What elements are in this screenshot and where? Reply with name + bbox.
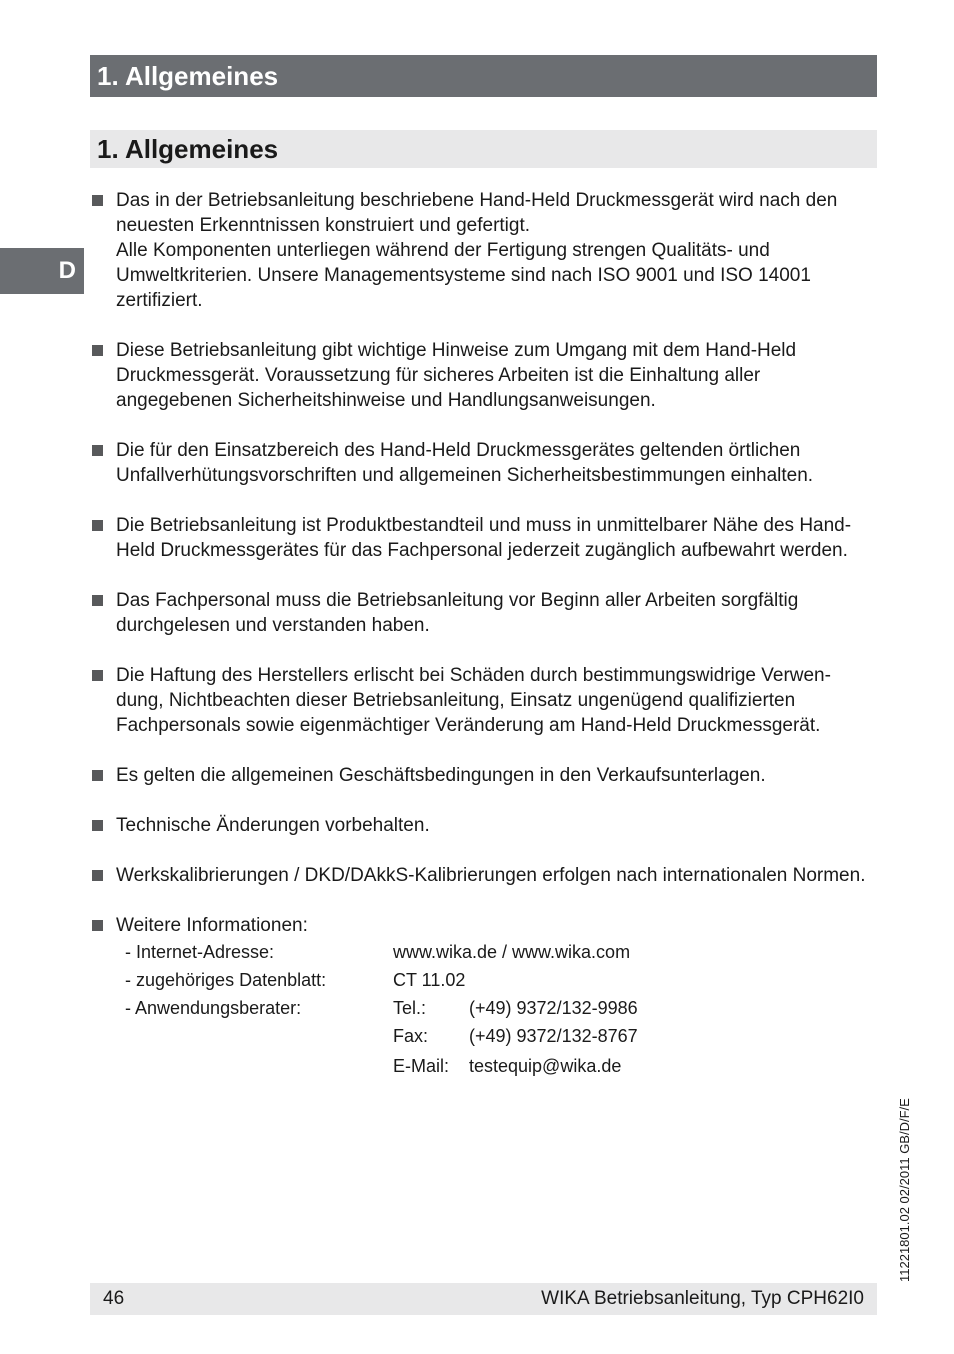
info-row-internet [90,938,880,966]
email-link[interactable]: testequip@wika.de [469,1056,622,1076]
bullet-text: Es gelten die allgemeinen Geschäftsbedingungen in den Verkaufsunterlagen. [116,765,766,786]
info-row-email [90,1052,880,1080]
bullet-text: Weitere Informationen: [116,915,308,936]
bullet-square-icon [92,820,103,831]
info-row-datasheet [90,966,880,994]
list-item [90,438,880,488]
chapter-header [90,55,877,97]
info-label: - Anwendungsberater: [125,998,302,1018]
info-value: CT 11.02 [393,970,466,990]
list-item [90,188,880,313]
bullet-text: Technische Änderungen vorbehalten. [116,815,430,836]
language-tab [0,248,84,294]
info-sublabel: Fax: [393,1026,429,1046]
list-item [90,663,880,738]
list-item [90,338,880,413]
info-label: - Internet-Adresse: [125,942,275,962]
bullet-square-icon [92,445,103,456]
bullet-text: Das in der Betriebsanleitung beschriebene Hand-Held Druckmessgerät wird nach den neuesten Erkenntnissen konstruiert und gefertigt. Alle Komponenten unterliegen während der Fertigung strengen Qualitäts- und Umweltkriterien. Unsere Managementsysteme sind nach ISO 9001 und ISO 14001 zertifiziert. [116,190,838,311]
language-tab-label: D [58,257,76,284]
bullet-square-icon [92,195,103,206]
list-item [90,813,880,838]
bullet-list [90,188,880,1080]
bullet-text: Die Betriebsanleitung ist Produktbestandteil und muss in unmittelbarer Nähe des Hand-Held Druckmessgerätes für das Fachpersonal jederzeit zugänglich aufbewahrt werden. [116,515,852,561]
info-sublabel: E-Mail: [393,1056,450,1076]
list-item [90,863,880,888]
page-number: 46 [103,1288,125,1309]
list-item [90,913,880,938]
chapter-title: 1. Allgemeines [97,61,279,91]
bullet-text: Die Haftung des Herstellers erlischt bei Schäden durch bestimmungswidrige Verwen- dung, Nichtbeachten dieser Betriebsanleitung, Einsatz ungenügend qualifizierten Fachpersonals sowie eigenmächtiger Veränderung am Hand-Held Druckmessgerät. [116,665,831,736]
bullet-square-icon [92,920,103,931]
section-title: 1. Allgemeines [97,134,279,164]
bullet-text: Werkskalibrierungen / DKD/DAkkS-Kalibrierungen erfolgen nach internationalen Normen. [116,865,866,886]
contact-info-table [90,938,880,1080]
bullet-square-icon [92,595,103,606]
list-item [90,588,880,638]
bullet-square-icon [92,870,103,881]
footer-title: WIKA Betriebsanleitung, Typ CPH62I0 [541,1288,864,1309]
bullet-text: Die für den Einsatzbereich des Hand-Held Druckmessgerätes geltenden örtlichen Unfallverhütungsvorschriften und allgemeinen Sicherheitsbestimmungen einhalten. [116,440,814,486]
info-row-fax [90,1022,880,1050]
page-footer [90,1283,877,1315]
internet-address-link[interactable]: www.wika.de / www.wika.com [393,942,631,962]
info-row-tel [90,994,880,1022]
bullet-square-icon [92,670,103,681]
bullet-square-icon [92,345,103,356]
info-sublabel: Tel.: [393,998,427,1018]
tel-value: (+49) 9372/132-9986 [469,998,638,1018]
list-item [90,513,880,563]
fax-value: (+49) 9372/132-8767 [469,1026,638,1046]
info-label: - zugehöriges Datenblatt: [125,970,327,990]
document-code: 11221801.02 02/2011 GB/D/F/E [897,1098,912,1282]
bullet-text: Diese Betriebsanleitung gibt wichtige Hinweise zum Umgang mit dem Hand-Held Druckmessgerät. Voraussetzung für sicheres Arbeiten ist die Einhaltung aller angegebenen Sicherheitshinweise und Handlungsanweisungen. [116,340,797,411]
bullet-text: Das Fachpersonal muss die Betriebsanleitung vor Beginn aller Arbeiten sorgfältig durchgelesen und verstanden haben. [116,590,799,636]
section-header [90,130,877,168]
bullet-square-icon [92,520,103,531]
bullet-square-icon [92,770,103,781]
list-item [90,763,880,788]
